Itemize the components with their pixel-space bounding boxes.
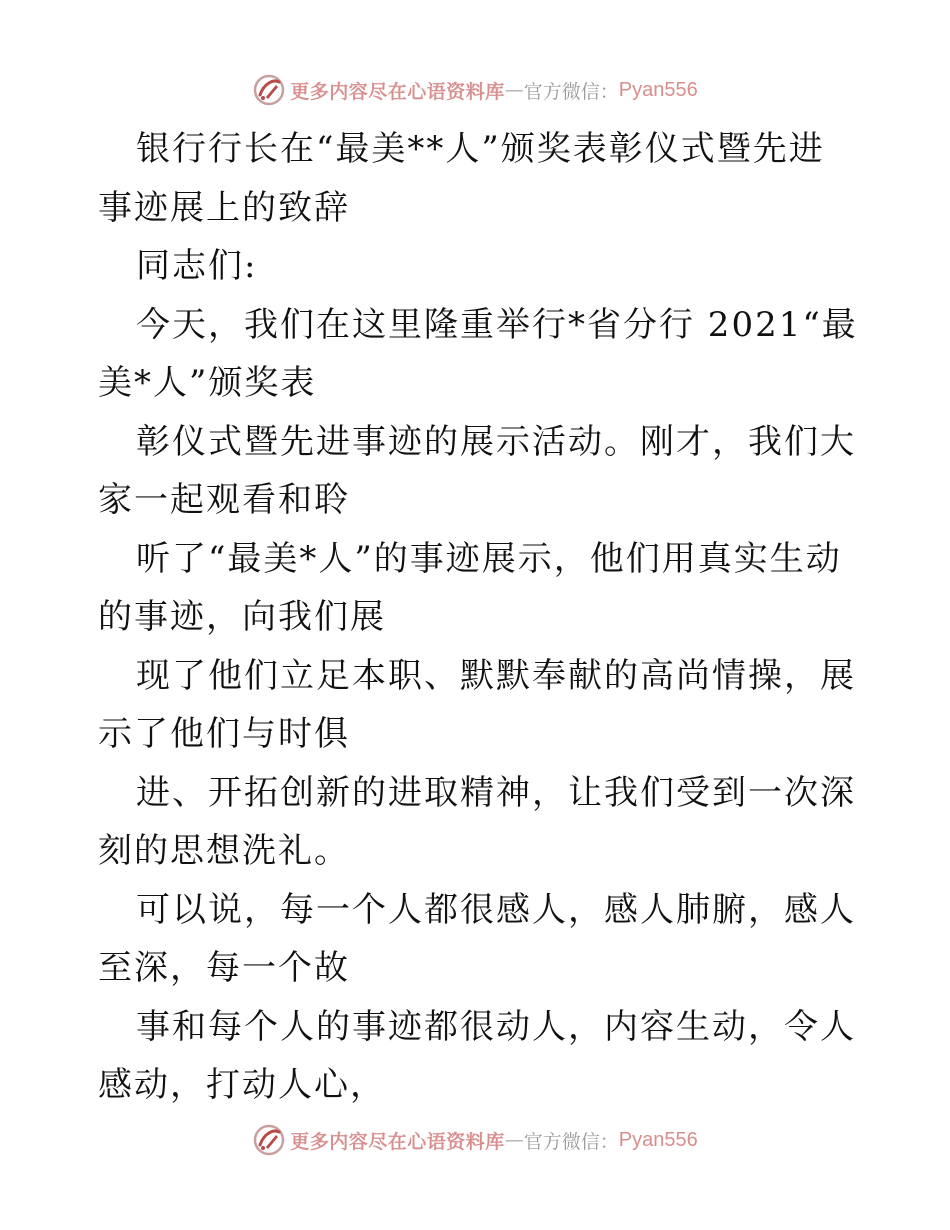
document-body bbox=[98, 120, 858, 1115]
body-paragraph: 听了“最美*人”的事迹展示，他们用真实生动的事迹，向我们展 bbox=[98, 538, 842, 637]
document-title: 银行行长在“最美**人”颁奖表彰仪式暨先进事迹展上的致辞 bbox=[98, 129, 825, 228]
header-watermark-banner bbox=[0, 70, 950, 110]
salutation: 同志们: bbox=[136, 246, 258, 286]
watermark-wechat-id: Pyan556 bbox=[618, 1128, 698, 1151]
pen-swirl-logo-icon bbox=[252, 1123, 286, 1157]
body-paragraph: 可以说，每一个人都很感人，感人肺腑，感人至深，每一个故 bbox=[98, 889, 856, 988]
body-paragraph: 事和每个人的事迹都很动人，内容生动，令人感动，打动人心， bbox=[98, 1006, 856, 1105]
watermark-wechat-label: 官方微信： bbox=[523, 1130, 619, 1153]
watermark-wechat-label: 官方微信： bbox=[523, 80, 619, 103]
watermark-wechat-id: Pyan556 bbox=[618, 78, 698, 101]
body-paragraph: 进、开拓创新的进取精神，让我们受到一次深刻的思想洗礼。 bbox=[98, 772, 856, 871]
watermark-separator: — bbox=[504, 79, 524, 101]
pen-swirl-logo-icon bbox=[252, 73, 286, 107]
body-paragraph: 现了他们立足本职、默默奉献的高尚情操，展示了他们与时俱 bbox=[98, 655, 856, 754]
footer-watermark-banner bbox=[0, 1120, 950, 1160]
watermark-main-text: 更多内容尽在心语资料库 bbox=[290, 1130, 505, 1153]
body-paragraph: 今天，我们在这里隆重举行*省分行 2021“最美*人”颁奖表 bbox=[98, 304, 858, 403]
watermark-main-text: 更多内容尽在心语资料库 bbox=[290, 80, 505, 103]
watermark-separator: — bbox=[504, 1129, 524, 1151]
body-paragraph: 彰仪式暨先进事迹的展示活动。刚才，我们大家一起观看和聆 bbox=[98, 421, 856, 520]
